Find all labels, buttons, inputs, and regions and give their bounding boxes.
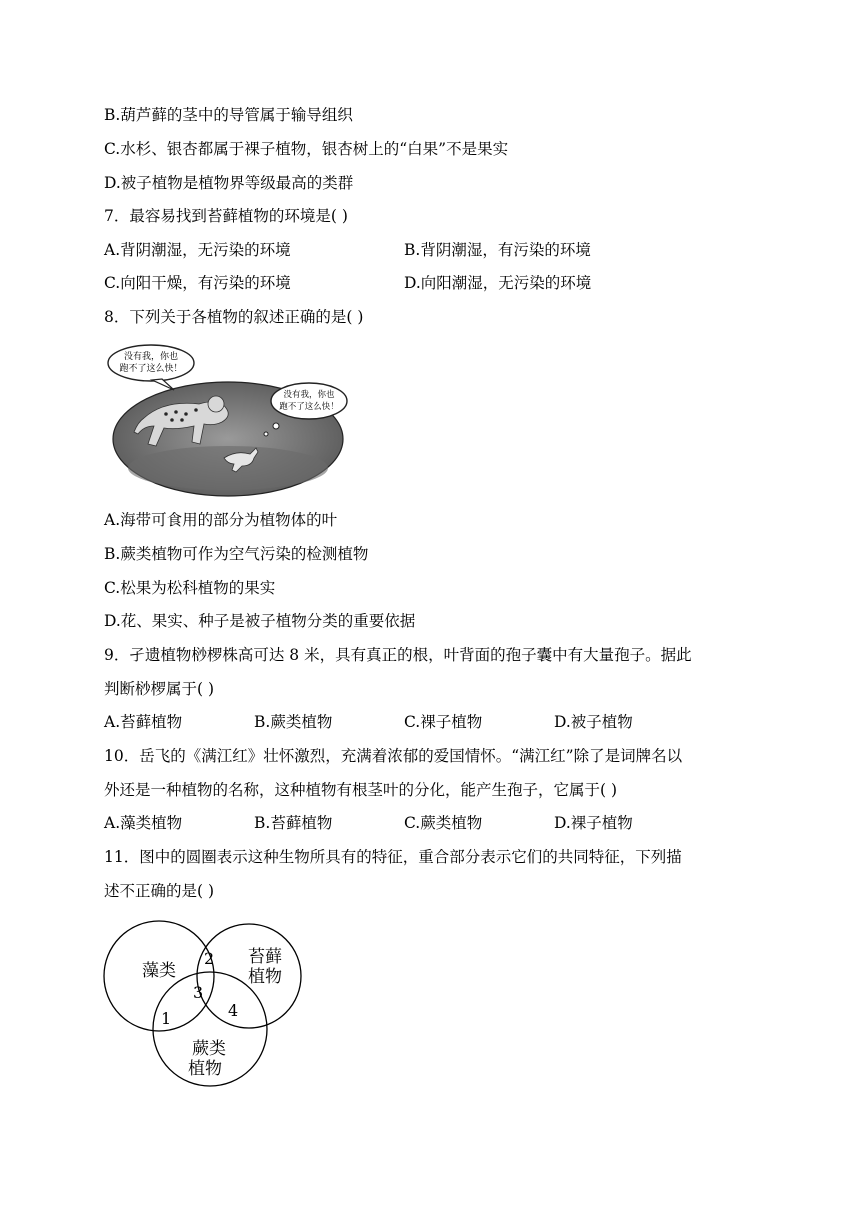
q6-option-d: D.被子植物是植物界等级最高的类群 xyxy=(104,174,354,192)
venn-region-1: 1 xyxy=(161,1009,172,1028)
q11-stem-line-2: 述不正确的是( ) xyxy=(104,882,215,900)
q10-option-d: D.裸子植物 xyxy=(554,814,633,832)
q9-option-a: A.苔藓植物 xyxy=(104,713,183,731)
q6-option-b: B.葫芦藓的茎中的导管属于输导组织 xyxy=(104,106,353,124)
q7-option-a: A.背阴潮湿，无污染的环境 xyxy=(104,241,291,259)
venn-region-2: 2 xyxy=(204,949,215,968)
q9-option-d: D.被子植物 xyxy=(554,713,633,731)
q8-option-d: D.花、果实、种子是被子植物分类的重要依据 xyxy=(104,612,416,630)
venn-label-algae: 藻类 xyxy=(142,961,176,981)
q10-option-b: B.苔藓植物 xyxy=(254,814,333,832)
venn-label-moss-1: 苔藓 xyxy=(248,947,282,967)
venn-label-fern-2: 植物 xyxy=(188,1059,222,1079)
q8-option-b: B.蕨类植物可作为空气污染的检测植物 xyxy=(104,545,369,563)
venn-label-fern-1: 蕨类 xyxy=(192,1039,226,1059)
q9-option-b: B.蕨类植物 xyxy=(254,713,333,731)
q9-option-c: C.裸子植物 xyxy=(404,713,483,731)
q8-stem: 8．下列关于各植物的叙述正确的是( ) xyxy=(104,308,364,326)
q8-option-c: C.松果为松科植物的果实 xyxy=(104,579,276,597)
bubble-1-line-2: 跑不了这么快！ xyxy=(119,364,183,374)
speech-bubble-1 xyxy=(108,345,194,390)
q8-option-a: A.海带可食用的部分为植物体的叶 xyxy=(104,511,338,529)
q10-stem-line-1: 10．岳飞的《满江红》壮怀激烈，充满着浓郁的爱国情怀。“满江红”除了是词牌名以 xyxy=(104,747,683,765)
q10-option-c: C.蕨类植物 xyxy=(404,814,483,832)
q10-stem-line-2: 外还是一种植物的名称，这种植物有根茎叶的分化，能产生孢子，它属于( ) xyxy=(104,781,618,799)
bubble-1-line-1: 没有我，你也 xyxy=(123,352,179,362)
venn-diagram xyxy=(102,916,304,1088)
q11-stem-line-1: 11．图中的圆圈表示这种生物所具有的特征，重合部分表示它们的共同特征，下列描 xyxy=(104,848,682,866)
q7-stem: 7．最容易找到苔藓植物的环境是( ) xyxy=(104,207,348,225)
q7-option-b: B.背阴潮湿，有污染的环境 xyxy=(404,241,591,259)
q7-option-d: D.向阳潮湿，无污染的环境 xyxy=(404,274,592,292)
venn-region-4: 4 xyxy=(228,1001,239,1020)
q10-option-a: A.藻类植物 xyxy=(104,814,183,832)
q6-option-c: C.水杉、银杏都属于裸子植物，银杏树上的“白果”不是果实 xyxy=(104,140,509,158)
bubble-2-line-2: 跑不了这么快！ xyxy=(279,402,339,412)
cheetah-gazelle-figure xyxy=(104,338,356,498)
q9-stem-line-1: 9．孑遗植物桫椤株高可达 8 米，具有真正的根，叶背面的孢子囊中有大量孢子。据此 xyxy=(104,646,692,664)
venn-label-moss-2: 植物 xyxy=(248,967,282,987)
venn-region-3: 3 xyxy=(193,983,204,1002)
bubble-2-line-1: 没有我，你也 xyxy=(283,390,335,400)
q9-stem-line-2: 判断桫椤属于( ) xyxy=(104,680,215,698)
q7-option-c: C.向阳干燥，有污染的环境 xyxy=(104,274,291,292)
